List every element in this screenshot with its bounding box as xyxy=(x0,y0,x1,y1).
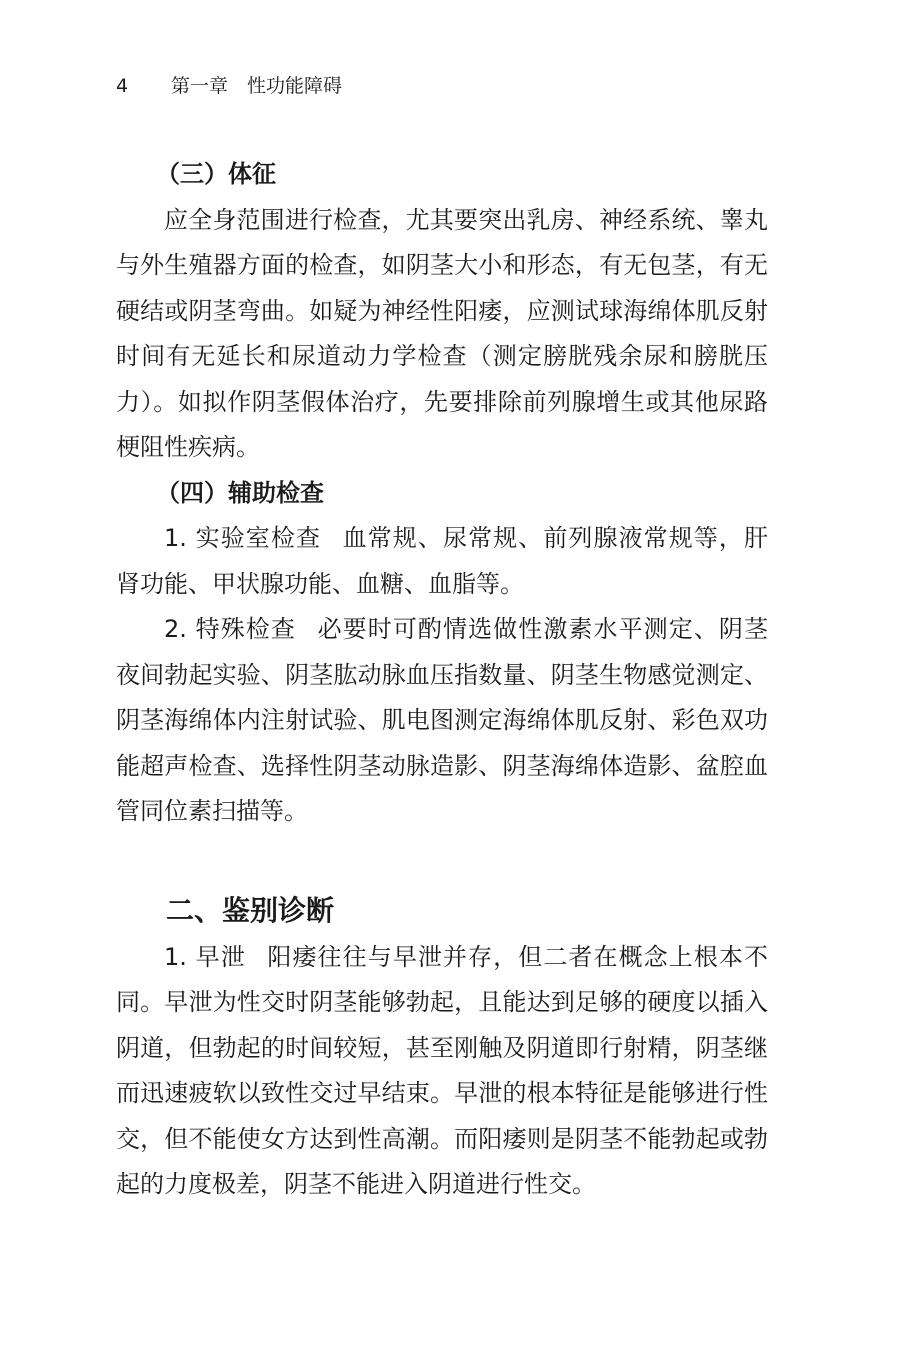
special-exam-lead: 2. 特殊检查 xyxy=(164,615,296,643)
heading-signs: （三）体征 xyxy=(156,160,276,188)
premature-ejaculation-lead: 1. 早泄 xyxy=(164,942,246,971)
lab-exam-text: 血常规、尿常规、前列腺液常规等，肝肾功能、甲状腺功能、血糖、血脂等。 xyxy=(116,524,769,598)
page-content xyxy=(116,152,768,1208)
lab-exam-lead: 1. 实验室检查 xyxy=(164,524,322,552)
page-number: 4 xyxy=(116,75,129,97)
special-exam-text: 必要时可酌情选做性激素水平测定、阴茎夜间勃起实验、阴茎肱动脉血压指数量、阴茎生物感觉测定、阴茎海绵体内注射试验、肌电图测定海绵体肌反射、彩色双功能超声检查、选择性阴茎动脉造影、阴茎海绵体造影、盆腔血管同位素扫描等。 xyxy=(116,615,769,825)
paragraph-lab-exam xyxy=(116,516,768,607)
chapter-title: 第一章 性功能障碍 xyxy=(171,75,343,97)
paragraph-signs: 应全身范围进行检查，尤其要突出乳房、神经系统、睾丸与外生殖器方面的检查，如阴茎大小和形态，有无包茎，有无硬结或阴茎弯曲。如疑为神经性阳痿，应测试球海绵体肌反射时间有无延长和尿道动力学检查（测定膀胱残余尿和膀胱压力）。如拟作阴茎假体治疗，先要排除前列腺增生或其他尿路梗阻性疾病。 xyxy=(116,205,768,461)
heading-aux-exam: （四）辅助检查 xyxy=(156,478,324,507)
paragraph-premature-ejaculation xyxy=(116,935,768,1208)
heading-differential-diagnosis: 二、鉴别诊断 xyxy=(166,893,335,927)
paragraph-special-exam xyxy=(116,607,768,835)
premature-ejaculation-text: 阳痿往往与早泄并存，但二者在概念上根本不同。早泄为性交时阴茎能够勃起，且能达到足够的硬度以插入阴道，但勃起的时间较短，甚至刚触及阴道即行射精，阴茎继而迅速疲软以致性交过早结束。早泄的根本特征是能够进行性交，但不能使女方达到性高潮。而阳痿则是阴茎不能勃起或勃起的力度极差，阴茎不能进入阴道进行性交。 xyxy=(116,942,769,1198)
running-head xyxy=(116,72,342,100)
